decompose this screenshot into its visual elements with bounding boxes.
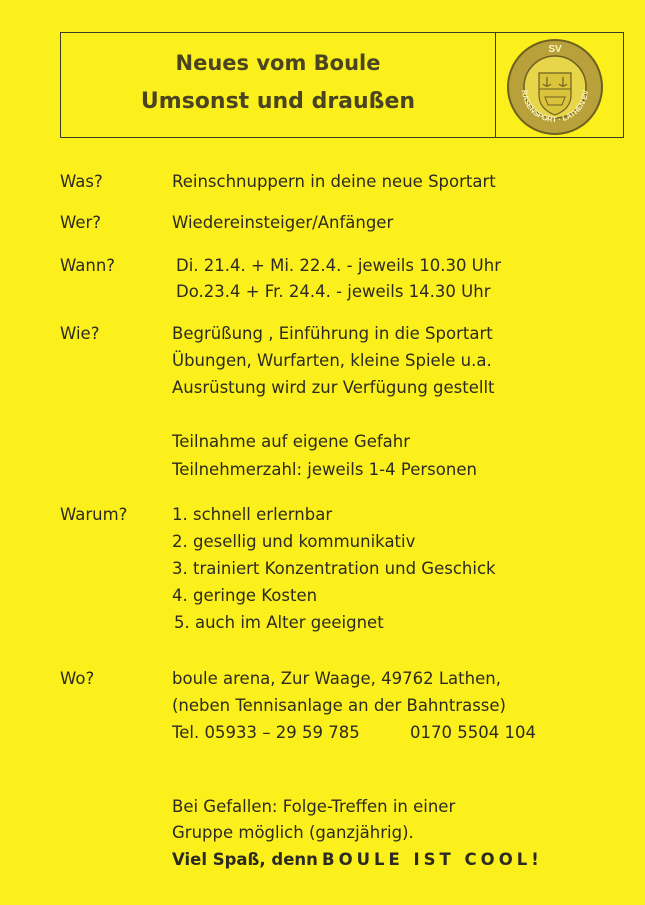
was-text: Reinschnuppern in deine neue Sportart	[172, 172, 496, 191]
warum-item: 4. geringe Kosten	[172, 586, 318, 605]
club-logo-icon	[505, 37, 605, 137]
footer-line-3a: Viel Spaß, denn	[172, 850, 318, 869]
wo-line-2: (neben Tennisanlage an der Bahntrasse)	[172, 696, 506, 715]
label-was: Was?	[60, 172, 103, 191]
footer-line-1: Bei Gefallen: Folge-Treffen in einer	[172, 797, 456, 816]
footer-line-2: Gruppe möglich (ganzjährig).	[172, 823, 414, 842]
label-wer: Wer?	[60, 213, 102, 232]
label-wie: Wie?	[60, 324, 100, 343]
wer-text: Wiedereinsteiger/Anfänger	[172, 213, 394, 232]
footer-boule-cool: BOULE IST COOL!	[322, 850, 543, 869]
title-line-1: Neues vom Boule	[175, 51, 381, 75]
header-box	[60, 32, 624, 138]
logo-top-text: SV	[548, 44, 562, 55]
warum-item: 2. gesellig und kommunikativ	[172, 532, 416, 551]
wo-phone: Tel. 05933 – 29 59 785	[172, 723, 360, 742]
title-line-2: Umsonst und draußen	[140, 89, 416, 114]
wann-line-2: Do.23.4 + Fr. 24.4. - jeweils 14.30 Uhr	[176, 282, 491, 301]
warum-item: 5. auch im Alter geeignet	[174, 613, 384, 632]
label-wo: Wo?	[60, 669, 95, 688]
logo-ring-text: RASENSPORT · LATHEN EV	[519, 89, 591, 125]
label-wann: Wann?	[60, 256, 116, 275]
wie-line-3: Ausrüstung wird zur Verfügung gestellt	[172, 378, 495, 397]
warum-item: 1. schnell erlernbar	[172, 505, 333, 524]
label-warum: Warum?	[60, 505, 128, 524]
warum-item: 3. trainiert Konzentration und Geschick	[172, 559, 496, 578]
wann-line-1: Di. 21.4. + Mi. 22.4. - jeweils 10.30 Uhr	[176, 256, 502, 275]
wie-line-2: Übungen, Wurfarten, kleine Spiele u.a.	[172, 351, 492, 370]
wie-line-1: Begrüßung , Einführung in die Sportart	[172, 324, 493, 343]
header-divider	[495, 33, 496, 137]
wo-line-1: boule arena, Zur Waage, 49762 Lathen,	[172, 669, 501, 688]
wie-line-5: Teilnehmerzahl: jeweils 1-4 Personen	[172, 460, 477, 479]
wo-mobile: 0170 5504 104	[410, 723, 536, 742]
wie-line-4: Teilnahme auf eigene Gefahr	[172, 432, 411, 451]
